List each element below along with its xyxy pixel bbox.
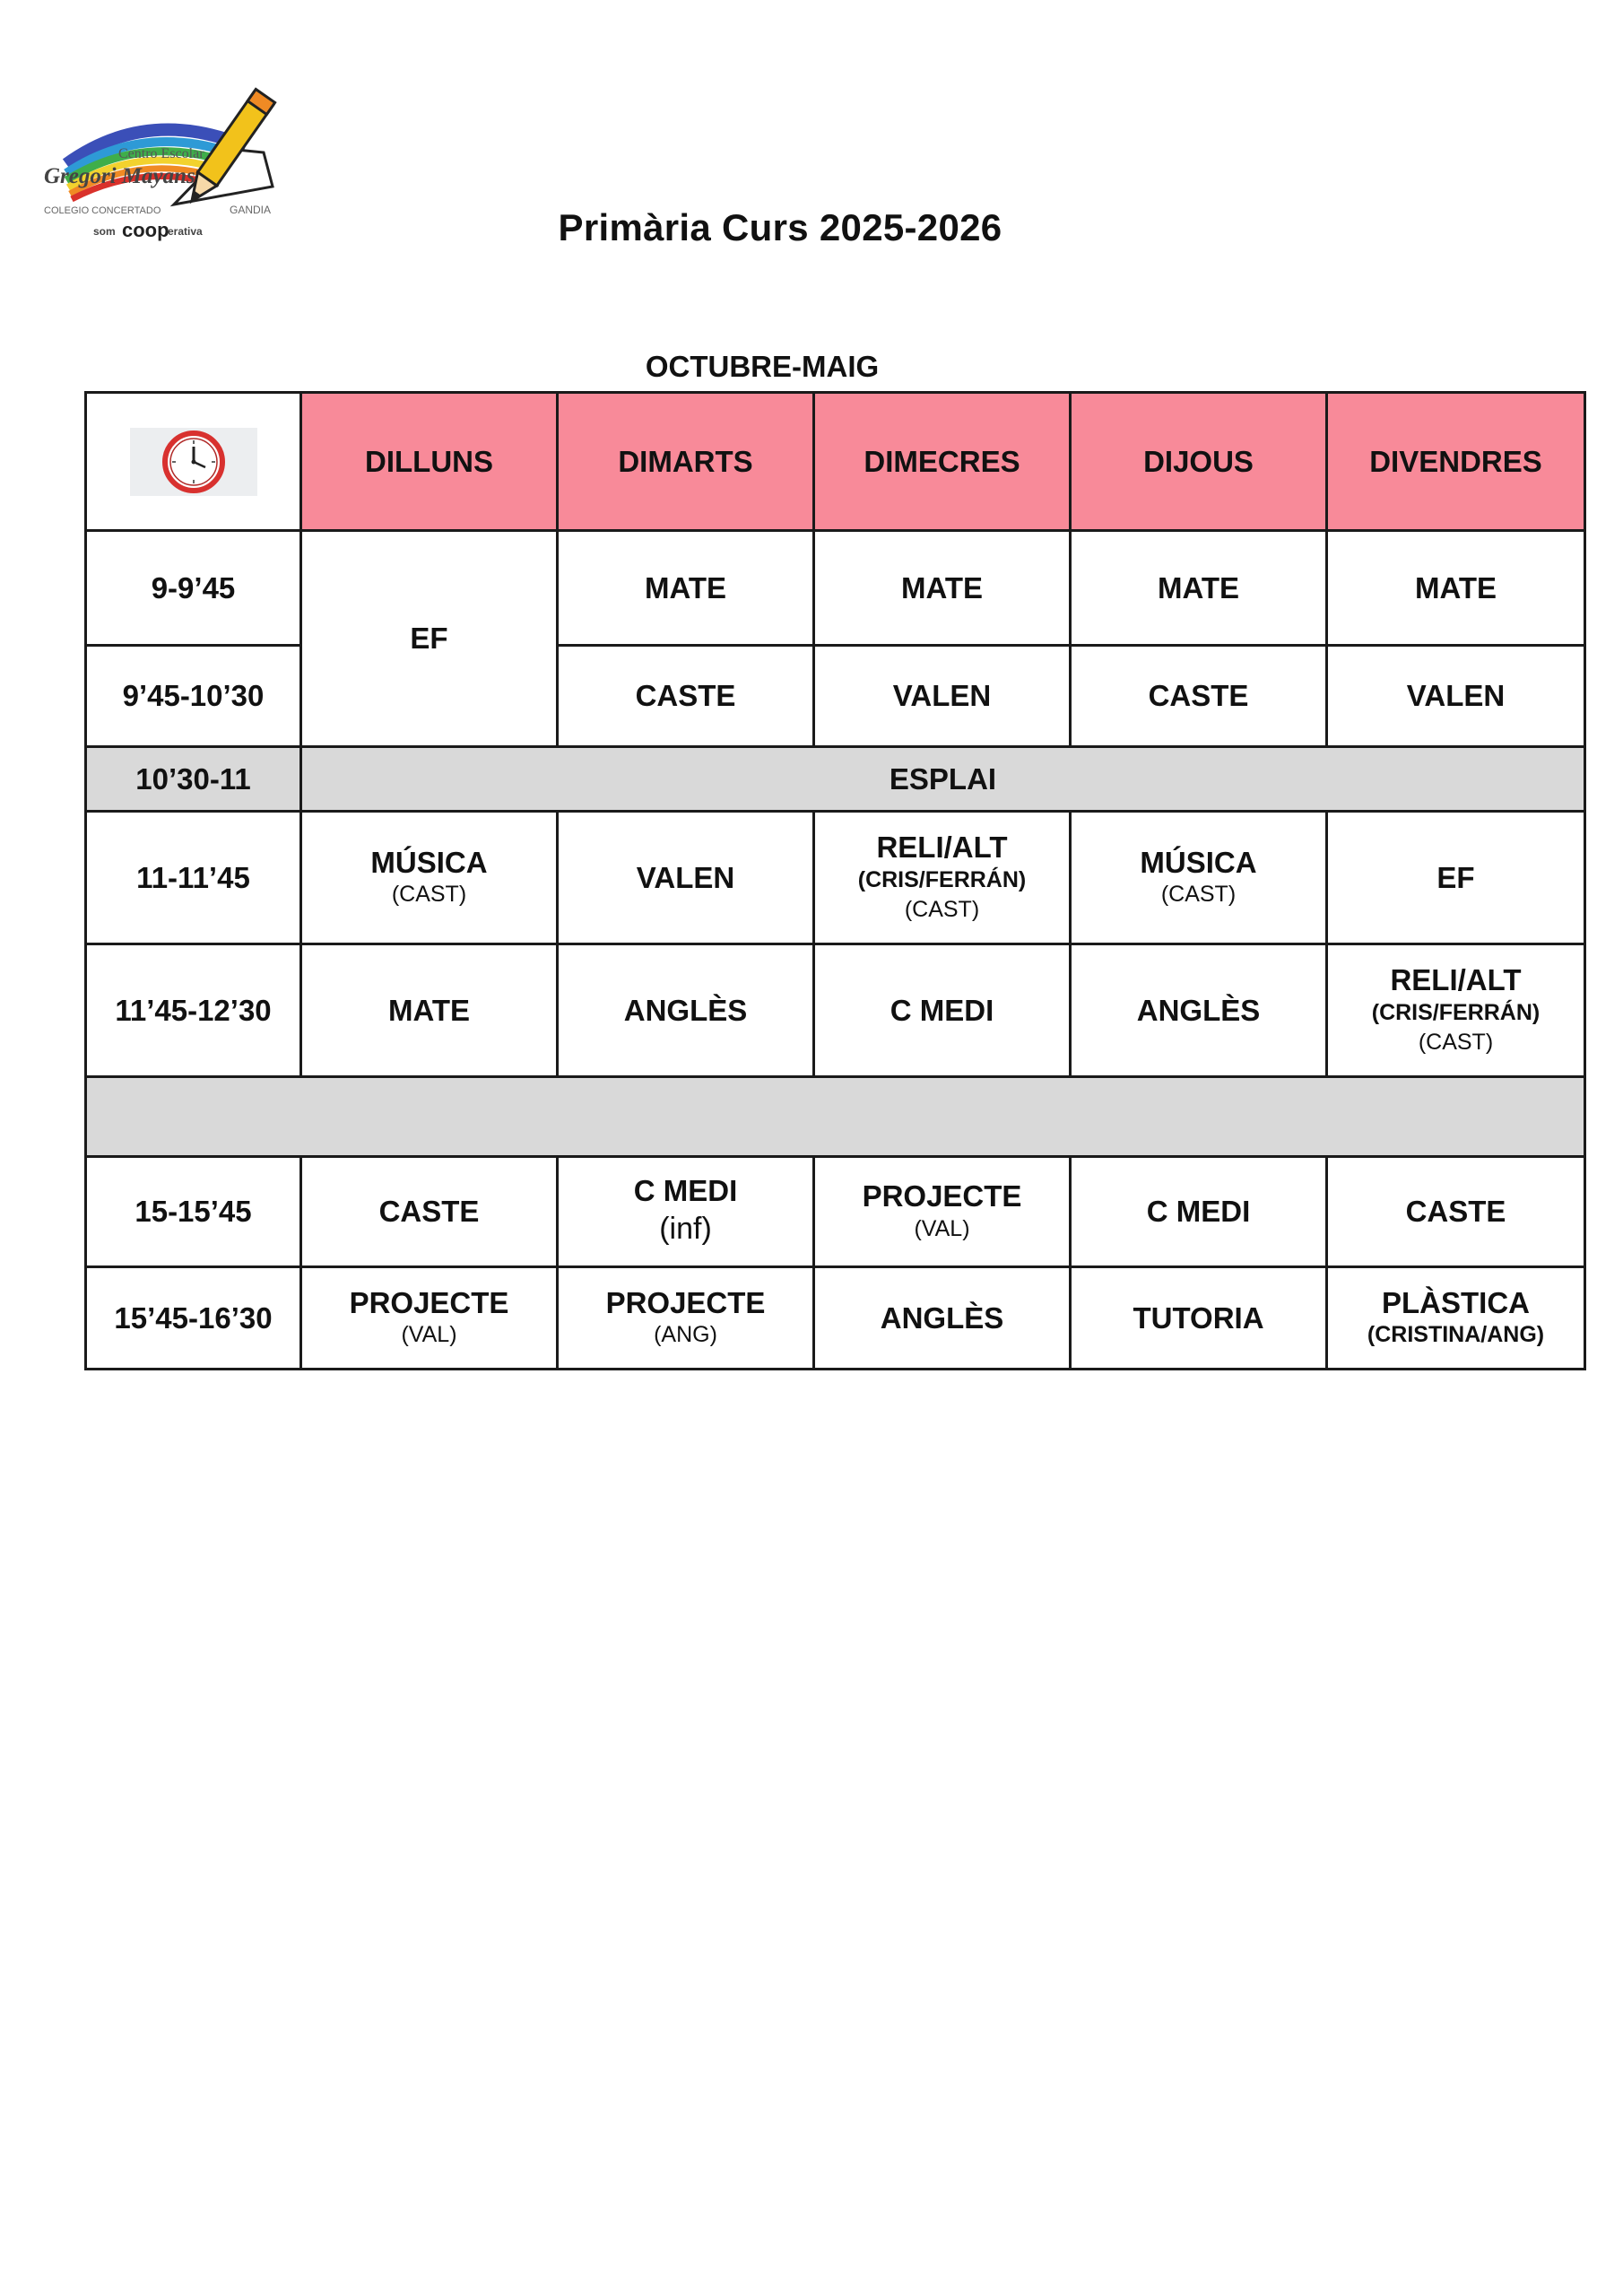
schedule-row-4 — [86, 812, 1585, 944]
class-cell-wed — [814, 1157, 1071, 1267]
class-cell-tue — [558, 1157, 814, 1267]
class-cell-thu: C MEDI — [1071, 1157, 1327, 1267]
class-name: PROJECTE — [349, 1285, 509, 1319]
day-header-wed: DIMECRES — [814, 393, 1071, 531]
class-cell-wed: MATE — [814, 531, 1071, 646]
empty-break-cell — [86, 1077, 1585, 1157]
schedule-row-6 — [86, 1157, 1585, 1267]
schedule-row-1 — [86, 531, 1585, 646]
class-cell-wed: C MEDI — [814, 944, 1071, 1077]
lunch-break-row — [86, 1077, 1585, 1157]
header-row — [86, 393, 1585, 531]
day-header-fri: DIVENDRES — [1327, 393, 1585, 531]
time-cell: 11-11’45 — [86, 812, 301, 944]
class-name: PROJECTE — [605, 1285, 766, 1319]
clock-header-cell — [86, 393, 301, 531]
schedule-row-5 — [86, 944, 1585, 1077]
class-cell-tue: CASTE — [558, 646, 814, 747]
class-cell-fri — [1327, 1267, 1585, 1370]
class-cell-wed: ANGLÈS — [814, 1267, 1071, 1370]
period-label: OCTUBRE-MAIG — [645, 350, 880, 383]
class-detail: (CAST) — [1160, 882, 1237, 908]
logo-line2: Gregori Mayans — [44, 164, 195, 188]
class-cell-wed: VALEN — [814, 646, 1071, 747]
logo-line1: Centro Escolar — [118, 146, 204, 161]
class-name: PLÀSTICA — [1382, 1285, 1530, 1319]
break-label: ESPLAI — [301, 747, 1585, 812]
time-cell: 9’45-10’30 — [86, 646, 301, 747]
class-cell-thu — [1071, 812, 1327, 944]
class-cell-mon: EF — [301, 531, 558, 747]
day-header-tue: DIMARTS — [558, 393, 814, 531]
class-cell-fri — [1327, 944, 1585, 1077]
class-cell-fri: VALEN — [1327, 646, 1585, 747]
day-header-mon: DILLUNS — [301, 393, 558, 531]
class-cell-thu: MATE — [1071, 531, 1327, 646]
class-detail: (inf) — [659, 1211, 712, 1246]
logo-tag-suffix: erativa — [168, 225, 203, 238]
break-row — [86, 747, 1585, 812]
logo-city: GANDIA — [230, 204, 272, 216]
class-teachers: (CRIS/FERRÁN) — [857, 866, 1027, 892]
class-cell-fri: CASTE — [1327, 1157, 1585, 1267]
class-name: RELI/ALT — [1390, 962, 1522, 996]
class-detail: (VAL) — [401, 1322, 457, 1348]
clock-icon — [130, 428, 257, 496]
class-detail: (CAST) — [1418, 1030, 1494, 1056]
class-name: PROJECTE — [862, 1179, 1022, 1213]
class-detail: (CAST) — [391, 882, 467, 908]
time-cell: 10’30-11 — [86, 747, 301, 812]
time-cell: 11’45-12’30 — [86, 944, 301, 1077]
page-title: Primària Curs 2025-2026 — [558, 206, 1002, 248]
class-cell-mon: MATE — [301, 944, 558, 1077]
class-name: RELI/ALT — [876, 830, 1008, 864]
class-cell-mon — [301, 1267, 558, 1370]
class-cell-tue: ANGLÈS — [558, 944, 814, 1077]
class-cell-mon — [301, 812, 558, 944]
class-detail: (CAST) — [904, 897, 980, 923]
class-name: MÚSICA — [370, 845, 488, 879]
class-cell-mon: CASTE — [301, 1157, 558, 1267]
day-header-thu: DIJOUS — [1071, 393, 1327, 531]
class-name: C MEDI — [633, 1174, 738, 1208]
time-cell: 15’45-16’30 — [86, 1267, 301, 1370]
class-cell-tue: VALEN — [558, 812, 814, 944]
schedule-row-7 — [86, 1267, 1585, 1370]
class-cell-thu: CASTE — [1071, 646, 1327, 747]
class-teachers: (CRIS/FERRÁN) — [1371, 999, 1541, 1025]
class-cell-thu: TUTORIA — [1071, 1267, 1327, 1370]
time-cell: 9-9’45 — [86, 531, 301, 646]
time-cell: 15-15’45 — [86, 1157, 301, 1267]
class-name: MÚSICA — [1140, 845, 1257, 879]
class-cell-tue: MATE — [558, 531, 814, 646]
logo-line3: COLEGIO CONCERTADO — [44, 205, 161, 216]
school-logo — [39, 79, 280, 249]
logo-tag-prefix: som — [93, 225, 116, 238]
schedule-table — [84, 391, 1586, 1370]
class-cell-fri: EF — [1327, 812, 1585, 944]
class-cell-thu: ANGLÈS — [1071, 944, 1327, 1077]
class-cell-tue — [558, 1267, 814, 1370]
class-cell-wed — [814, 812, 1071, 944]
class-detail: (VAL) — [914, 1215, 970, 1241]
class-cell-fri: MATE — [1327, 531, 1585, 646]
logo-tag-coop: coop — [122, 219, 169, 241]
class-detail: (ANG) — [654, 1322, 717, 1348]
school-logo-graphic — [39, 79, 280, 249]
class-teachers: (CRISTINA/ANG) — [1367, 1322, 1545, 1348]
